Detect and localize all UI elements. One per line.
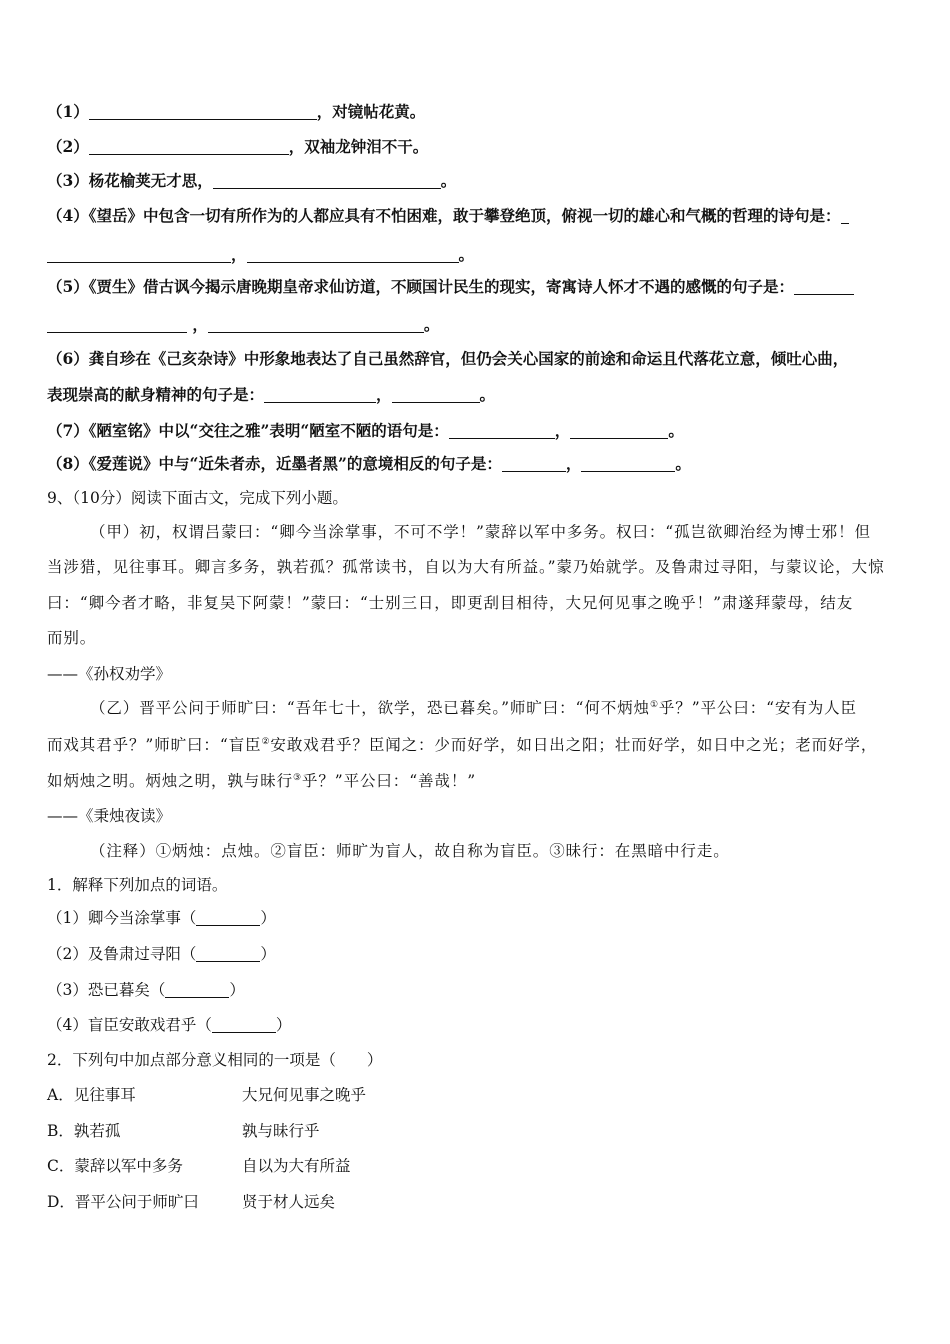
q2-text: ，双袖龙钟泪不干。	[288, 137, 429, 156]
q5-end: 。	[423, 315, 440, 334]
footnote-marker-1: ①	[649, 700, 659, 710]
fill-in-q4-line2	[47, 244, 906, 266]
option-d-left: D．晋平公问于师旷曰	[47, 1193, 199, 1211]
q4-comma: ，	[231, 245, 247, 264]
footnote-marker-3: ③	[293, 773, 302, 783]
q3-blank[interactable]	[213, 172, 441, 189]
q5-blank-2[interactable]	[208, 316, 424, 333]
q4-blank-1[interactable]	[47, 246, 231, 263]
q8-end: 。	[675, 454, 691, 473]
sub1-item-3-close: ）	[229, 981, 245, 999]
sub1-item-2	[47, 943, 906, 965]
sub1-item-1-text: （1）卿今当涂掌事（	[47, 909, 197, 927]
sub1-item-2-blank[interactable]	[196, 945, 260, 962]
yi-line-3-b: 乎？”平公曰：“善哉！”	[301, 772, 477, 790]
jia-line-1: （甲）初，权谓吕蒙曰：“卿今当涂掌事，不可不学！”蒙辞以军中多务。权曰：“孤岂欲卿治经为博士邪！但	[90, 523, 871, 541]
q7-end: 。	[668, 421, 684, 440]
q5-blank-1[interactable]	[47, 316, 187, 333]
sub2-title: 2．下列句中加点部分意义相同的一项是（ ）	[47, 1051, 383, 1069]
option-a-right: 大兄何见事之晚乎	[242, 1086, 367, 1104]
q7-blank-1[interactable]	[449, 422, 555, 439]
fill-in-q5	[47, 276, 906, 298]
q1-blank[interactable]	[89, 103, 317, 120]
q8-comma: ，	[565, 454, 582, 473]
q2-blank[interactable]	[89, 138, 289, 155]
q6-blank-1[interactable]	[264, 386, 376, 403]
q1-text: ，对镜帖花黄。	[316, 102, 426, 121]
sub1-item-2-text: （2）及鲁肃过寻阳（	[47, 945, 197, 963]
q6-blank-2[interactable]	[392, 386, 480, 403]
q5-text: （5）《贾生》借古讽今揭示唐晚期皇帝求仙访道，不顾国计民生的现实，寄寓诗人怀才不遇的感慨的句子是：	[47, 277, 795, 296]
q6-text-line1: （6）龚自珍在《己亥杂诗》中形象地表达了自己虽然辞官，但仍会关心国家的前途和命运且代落花立意，倾吐心曲，	[47, 349, 849, 368]
sub1-item-4-close: ）	[275, 1016, 292, 1034]
option-b-right: 孰与昧行乎	[242, 1122, 320, 1140]
yi-line-2-b: 安敢戏君乎？臣闻之：少而好学，如日出之阳；壮而好学，如日中之光；老而好学，	[270, 736, 878, 754]
q8-blank-2[interactable]	[581, 455, 675, 472]
q6-text-line2: 表现崇高的献身精神的句子是：	[47, 385, 265, 404]
jia-source: ——《孙权劝学》	[47, 665, 172, 683]
annotation-notes: （注释）①炳烛：点烛。②盲臣：师旷为盲人，故自称为盲臣。③昧行：在黑暗中行走。	[90, 842, 730, 860]
sub1-item-1	[47, 907, 906, 929]
sub1-item-3	[47, 979, 906, 1001]
jia-line-2: 当涉猎，见往事耳。卿言多务，孰若孤？孤常读书，自以为大有所益。”蒙乃始就学。及鲁肃过寻阳，与蒙议论，大惊	[47, 558, 885, 576]
option-c-left: C．蒙辞以军中多务	[47, 1157, 183, 1175]
yi-line-3	[47, 770, 906, 792]
fill-in-q8	[47, 453, 906, 475]
footnote-marker-2: ②	[261, 737, 271, 747]
sub1-item-3-text: （3）恐已暮矣（	[47, 981, 166, 999]
q7-blank-2[interactable]	[570, 422, 668, 439]
q7-text: （7）《陋室铭》中以“交往之雅”表明“陋室不陋的语句是：	[47, 421, 449, 440]
fill-in-q3	[47, 170, 906, 192]
q5-blank-start[interactable]	[794, 278, 854, 295]
q4-blank-2[interactable]	[247, 246, 459, 263]
option-b-left: B．孰若孤	[47, 1122, 121, 1140]
q4-text: （4）《望岳》中包含一切有所作为的人都应具有不怕困难，敢于攀登绝顶，俯视一切的雄心和气概的哲理的诗句是：	[47, 206, 841, 225]
yi-line-1-b: 乎？”平公曰：“安有为人臣	[658, 699, 857, 717]
sub1-item-3-blank[interactable]	[165, 981, 229, 998]
q7-comma: ，	[554, 421, 571, 440]
q9-header: 9、（10分）阅读下面古文，完成下列小题。	[47, 489, 348, 507]
yi-line-2-a: 而戏其君乎？”师旷曰：“盲臣	[47, 736, 262, 754]
sub1-item-1-blank[interactable]	[196, 909, 260, 926]
yi-line-1	[90, 697, 906, 719]
q8-text: （8）《爱莲说》中与“近朱者赤，近墨者黑”的意境相反的句子是：	[47, 454, 502, 473]
sub1-item-4	[47, 1014, 906, 1036]
q3-text: （3）杨花榆荚无才思，	[47, 171, 213, 190]
q4-end: 。	[458, 245, 475, 264]
sub1-item-1-close: ）	[260, 909, 276, 927]
q8-blank-1[interactable]	[502, 455, 566, 472]
q5-comma: ，	[192, 315, 208, 334]
fill-in-q6	[47, 348, 906, 370]
fill-in-q5-line2	[47, 314, 906, 336]
sub1-item-4-blank[interactable]	[212, 1016, 276, 1033]
q4-blank-start[interactable]	[841, 207, 849, 224]
q2-number: （2）	[47, 137, 89, 156]
fill-in-q2	[47, 136, 906, 158]
option-c-right: 自以为大有所益	[242, 1157, 351, 1175]
yi-line-1-a: （乙）晋平公问于师旷曰：“吾年七十，欲学，恐已暮矣。”师旷曰：“何不炳烛	[90, 699, 650, 717]
sub1-item-4-text: （4）盲臣安敢戏君乎（	[47, 1016, 212, 1034]
fill-in-q1	[47, 101, 906, 123]
fill-in-q7	[47, 420, 906, 442]
q3-end: 。	[440, 171, 457, 190]
jia-line-4: 而别。	[47, 629, 97, 647]
q1-number: （1）	[47, 102, 89, 121]
option-a-left: A．见往事耳	[47, 1086, 136, 1104]
q6-comma: ，	[376, 385, 392, 404]
jia-line-3: 曰：“卿今者才略，非复吴下阿蒙！”蒙曰：“士别三日，即更刮目相待，大兄何见事之晚乎！”肃遂拜蒙母，结友	[47, 594, 854, 612]
yi-source: ——《秉烛夜读》	[47, 807, 172, 825]
sub1-title: 1．解释下列加点的词语。	[47, 876, 228, 894]
q6-end: 。	[479, 385, 496, 404]
fill-in-q4	[47, 205, 906, 227]
yi-line-2	[47, 734, 906, 756]
sub1-item-2-close: ）	[260, 945, 276, 963]
option-d-right: 贤于材人远矣	[242, 1193, 336, 1211]
fill-in-q6-line2	[47, 384, 906, 406]
yi-line-3-a: 如炳烛之明。炳烛之明，孰与昧行	[47, 772, 294, 790]
